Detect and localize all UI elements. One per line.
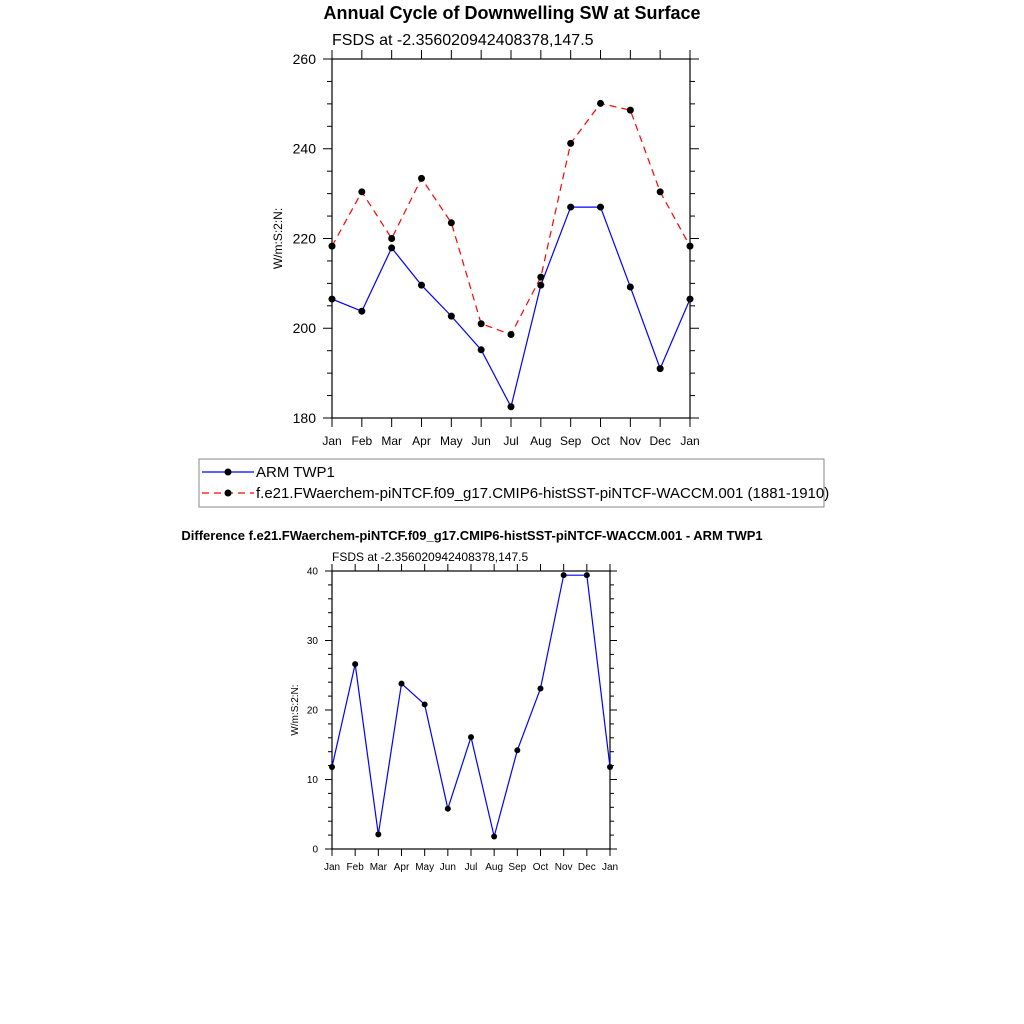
- x-tick-label: Jan: [323, 862, 341, 873]
- y-tick-label: 40: [306, 566, 318, 578]
- series-line: [332, 575, 610, 836]
- x-tick-label: Nov: [619, 434, 642, 448]
- y-tick-label: 180: [292, 409, 316, 426]
- x-tick-label: Jan: [601, 862, 619, 873]
- data-point: [491, 833, 497, 839]
- data-point: [388, 244, 395, 251]
- x-tick-label: May: [439, 434, 463, 448]
- plot-frame: [332, 571, 610, 849]
- x-tick-label: Feb: [346, 862, 364, 873]
- data-point: [687, 243, 694, 250]
- x-tick-label: Sep: [559, 434, 582, 448]
- data-point: [478, 346, 485, 353]
- x-tick-label: Jun: [439, 862, 456, 873]
- series-line: [332, 207, 690, 407]
- data-point: [445, 806, 451, 812]
- legend-marker: [225, 469, 232, 476]
- y-tick-label: 200: [292, 320, 316, 337]
- data-point: [627, 107, 634, 114]
- data-point: [607, 764, 613, 770]
- data-point: [561, 572, 567, 578]
- data-point: [657, 365, 664, 372]
- x-tick-label: Jan: [322, 434, 342, 448]
- annual-cycle-chart: [199, 3, 829, 507]
- legend: [199, 459, 829, 507]
- series-1: [329, 100, 694, 338]
- chart-title: Annual Cycle of Downwelling SW at Surface: [323, 3, 701, 23]
- data-point: [508, 331, 515, 338]
- y-axis-label: W/m:S:2:N:: [290, 684, 301, 736]
- data-point: [422, 701, 428, 707]
- legend-label: ARM TWP1: [256, 464, 335, 481]
- x-tick-label: Mar: [369, 862, 387, 873]
- y-tick-label: 0: [312, 844, 318, 856]
- difference-chart: [181, 528, 762, 873]
- y-tick-label: 220: [292, 230, 316, 247]
- data-point: [418, 282, 425, 289]
- x-tick-label: Oct: [591, 434, 610, 448]
- data-point: [567, 204, 574, 211]
- data-point: [597, 100, 604, 107]
- data-point: [478, 320, 485, 327]
- data-point: [375, 831, 381, 837]
- y-tick-label: 30: [306, 636, 318, 647]
- data-point: [329, 296, 336, 303]
- x-tick-label: Apr: [393, 862, 410, 873]
- y-tick-label: 20: [306, 705, 318, 717]
- y-axis-label: W/m:S:2:N:: [271, 207, 285, 270]
- x-tick-label: Dec: [649, 434, 671, 448]
- x-tick-label: Sep: [508, 862, 527, 873]
- data-point: [584, 572, 590, 578]
- x-tick-label: Feb: [351, 434, 373, 448]
- legend-marker: [225, 490, 232, 497]
- y-tick-label: 10: [306, 775, 318, 786]
- legend-label: f.e21.FWaerchem-piNTCF.f09_g17.CMIP6-histSST-piNTCF-WACCM.001 (1881-1910): [256, 485, 830, 502]
- data-point: [399, 681, 405, 687]
- data-point: [329, 764, 335, 770]
- data-point: [514, 747, 520, 753]
- x-tick-label: Jan: [680, 434, 700, 448]
- x-tick-label: May: [415, 862, 435, 873]
- chart-title: Difference f.e21.FWaerchem-piNTCF.f09_g17.CMIP6-histSST-piNTCF-WACCM.001 - ARM TWP1: [181, 528, 763, 543]
- data-point: [687, 296, 694, 303]
- data-point: [537, 274, 544, 281]
- y-tick-label: 260: [292, 50, 316, 67]
- plot-frame: [332, 59, 690, 418]
- x-tick-label: Jul: [464, 862, 478, 873]
- x-tick-label: Mar: [381, 434, 403, 448]
- data-point: [627, 283, 634, 290]
- x-tick-label: Nov: [554, 862, 573, 873]
- data-point: [508, 403, 515, 410]
- data-point: [358, 188, 365, 195]
- series-0: [329, 204, 694, 411]
- data-point: [597, 204, 604, 211]
- x-tick-label: Jun: [471, 434, 491, 448]
- data-point: [468, 734, 474, 740]
- series-line: [332, 103, 690, 334]
- x-tick-label: Apr: [412, 434, 431, 448]
- data-point: [448, 219, 455, 226]
- x-tick-label: Jul: [503, 434, 519, 448]
- x-tick-label: Dec: [577, 862, 596, 873]
- data-point: [358, 308, 365, 315]
- data-point: [448, 313, 455, 320]
- data-point: [388, 235, 395, 242]
- x-tick-label: Aug: [485, 862, 504, 873]
- x-tick-label: Aug: [530, 434, 552, 448]
- data-point: [418, 175, 425, 182]
- data-point: [538, 685, 544, 691]
- y-tick-label: 240: [292, 140, 316, 157]
- chart-subtitle: FSDS at -2.356020942408378,147.5: [332, 550, 529, 564]
- x-tick-label: Oct: [532, 862, 549, 873]
- data-point: [567, 140, 574, 147]
- series-0: [329, 572, 613, 839]
- data-point: [657, 188, 664, 195]
- data-point: [352, 661, 358, 667]
- chart-subtitle: FSDS at -2.356020942408378,147.5: [332, 32, 594, 49]
- data-point: [329, 243, 336, 250]
